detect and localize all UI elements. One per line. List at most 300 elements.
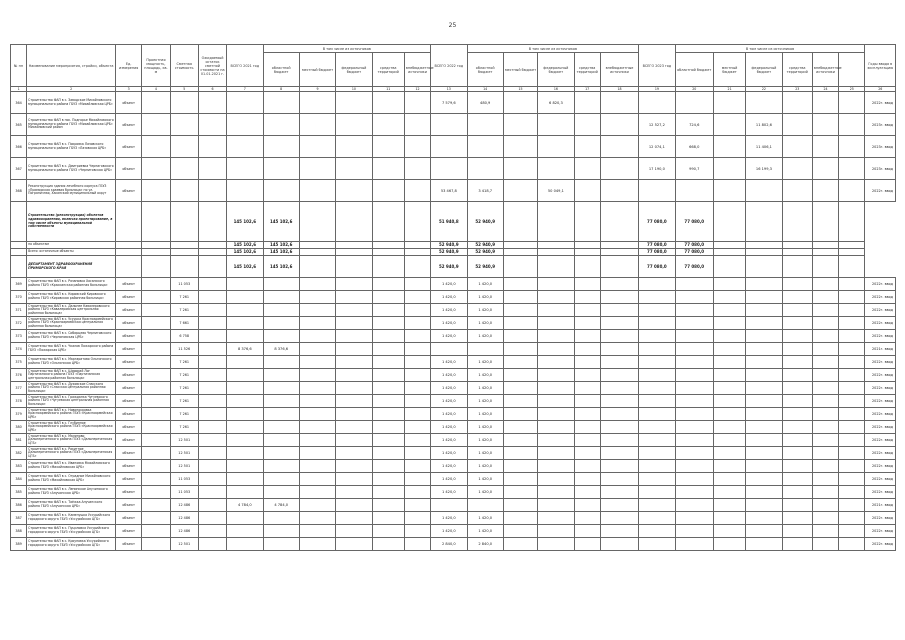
column-number: 25 <box>839 87 865 92</box>
federal-2022-cell <box>538 499 574 512</box>
regional-2022-cell <box>467 499 503 512</box>
table-row <box>11 278 896 291</box>
table-cell <box>574 304 600 317</box>
capacity-cell <box>142 460 170 473</box>
unit-cell: объект <box>116 304 142 317</box>
table-row <box>11 158 896 180</box>
table-cell <box>713 158 745 180</box>
table-cell <box>782 421 812 434</box>
total-2022-cell: 1 420,0 <box>431 330 467 343</box>
table-cell <box>336 356 372 369</box>
total-2023-cell <box>639 291 675 304</box>
table-cell <box>503 278 537 291</box>
table-cell <box>812 278 838 291</box>
table-cell <box>404 304 430 317</box>
regional-2021-cell <box>263 369 299 382</box>
table-row <box>11 512 896 525</box>
regional-2021-cell <box>263 395 299 408</box>
object-name: Строительство ФАП в с. Дальнее Кавалеровского района ГБУЗ «Кавалеровская центральная районная больница» <box>27 304 116 317</box>
commission-year-cell: 2022г. ввод <box>865 512 896 525</box>
table-cell <box>600 343 638 356</box>
unit-cell: объект <box>116 434 142 447</box>
rest-cell <box>198 158 226 180</box>
table-cell <box>336 408 372 421</box>
table-cell <box>600 538 638 551</box>
row-number: 375 <box>11 356 27 369</box>
federal-2023-cell <box>746 330 782 343</box>
regional-2022-cell: 1 420,0 <box>467 304 503 317</box>
total-2021-cell <box>227 317 263 330</box>
table-cell <box>404 242 430 249</box>
table-cell <box>336 242 372 249</box>
table-cell <box>538 202 574 242</box>
table-cell <box>812 486 838 499</box>
cost-cell: 6 758 <box>170 330 198 343</box>
federal-2023-cell <box>746 291 782 304</box>
object-name: Строительство ФАП в с. Глубинное Красноармейского района ГБУЗ «Красноармейская ЦРБ» <box>27 421 116 434</box>
table-cell <box>812 330 838 343</box>
table-cell <box>812 304 838 317</box>
rest-cell <box>198 395 226 408</box>
regional-2023-cell <box>675 278 713 291</box>
table-cell <box>404 256 430 278</box>
table-cell <box>839 256 865 278</box>
federal-2023-cell <box>746 512 782 525</box>
regional-2021-cell <box>263 317 299 330</box>
commission-year-cell: 2022г. ввод <box>865 382 896 395</box>
regional-2023-cell <box>675 447 713 460</box>
table-cell <box>299 460 335 473</box>
object-name: Строительство ФАП в с. Заводское Михайловского муниципального района ГБУЗ «Михайловская ЦРБ» <box>27 92 116 114</box>
regional-2023-cell <box>675 343 713 356</box>
table-cell <box>503 447 537 460</box>
table-cell <box>142 249 170 256</box>
column-number: 17 <box>574 87 600 92</box>
src-c-2021: федеральный бюджет <box>336 53 372 87</box>
rest-cell <box>198 92 226 114</box>
regional-2023-cell: 668,0 <box>675 136 713 158</box>
regional-2022-cell: 1 420,0 <box>467 512 503 525</box>
incl-sources-2022-header: В том числе из источников <box>467 45 639 53</box>
table-cell <box>404 202 430 242</box>
total-2022-cell: 2 840,0 <box>431 538 467 551</box>
regional-2021-cell <box>263 486 299 499</box>
table-cell <box>782 473 812 486</box>
regional-2022-cell: 1 420,0 <box>467 434 503 447</box>
table-row <box>11 136 896 158</box>
table-cell <box>782 369 812 382</box>
regional-2021-cell <box>263 382 299 395</box>
table-cell <box>198 256 226 278</box>
regional-2022-cell <box>467 158 503 180</box>
regional-2021-cell <box>263 136 299 158</box>
federal-2022-cell <box>538 421 574 434</box>
table-cell <box>839 136 865 158</box>
table-row <box>11 343 896 356</box>
cost-cell <box>170 114 198 136</box>
object-name: Строительство ФАП в с. Рязановка Хасанского района ГБУЗ «Краскинская районная больница» <box>27 278 116 291</box>
table-cell <box>600 421 638 434</box>
table-cell <box>600 460 638 473</box>
table-cell <box>782 512 812 525</box>
column-number: 8 <box>263 87 299 92</box>
table-cell <box>782 408 812 421</box>
total-2023-cell <box>639 180 675 202</box>
table-cell <box>812 460 838 473</box>
summary-total-2021: 145 102,6 <box>227 242 263 249</box>
table-cell <box>336 278 372 291</box>
column-number: 2 <box>27 87 116 92</box>
object-name: Строительство ФАП в с. Покровка Лазовского муниципального района ГБУЗ «Лазовская ЦРБ» <box>27 136 116 158</box>
cost-cell: 7 261 <box>170 304 198 317</box>
table-cell <box>336 136 372 158</box>
table-cell <box>713 499 745 512</box>
regional-2023-cell <box>675 473 713 486</box>
table-cell <box>600 158 638 180</box>
table-cell <box>839 525 865 538</box>
total-2021-cell <box>227 382 263 395</box>
total-2023-cell: 17 190,0 <box>639 158 675 180</box>
rest-cell <box>198 486 226 499</box>
total-2022-cell: 1 420,0 <box>431 317 467 330</box>
table-row <box>11 447 896 460</box>
table-cell <box>600 242 638 249</box>
table-cell <box>299 92 335 114</box>
table-cell <box>574 202 600 242</box>
capacity-cell <box>142 356 170 369</box>
total-2022-cell: 1 420,0 <box>431 356 467 369</box>
object-name: Строительство ФАП в с. Кроуновка Уссурийского городского округа ГБУЗ «Уссурийская ЦГБ» <box>27 538 116 551</box>
capacity-cell <box>142 499 170 512</box>
table-cell <box>503 136 537 158</box>
total-2022-cell <box>431 343 467 356</box>
total-2022-cell: 1 420,0 <box>431 447 467 460</box>
table-row <box>11 114 896 136</box>
table-cell <box>336 158 372 180</box>
src-b-2022: местный бюджет <box>503 53 537 87</box>
regional-2021-cell <box>263 291 299 304</box>
table-cell <box>404 473 430 486</box>
unit-cell: объект <box>116 92 142 114</box>
unit-cell: объект <box>116 180 142 202</box>
federal-2022-cell <box>538 525 574 538</box>
regional-2023-cell <box>675 92 713 114</box>
table-cell <box>336 460 372 473</box>
regional-2022-cell: 1 420,0 <box>467 447 503 460</box>
cost-cell <box>170 158 198 180</box>
regional-2021-cell <box>263 158 299 180</box>
total-2021-cell <box>227 525 263 538</box>
table-cell <box>299 486 335 499</box>
table-cell <box>11 256 27 278</box>
federal-2023-cell <box>746 473 782 486</box>
commission-year-cell: 2023г. ввод <box>865 114 896 136</box>
column-number: 1 <box>11 87 27 92</box>
total-2021-cell <box>227 356 263 369</box>
object-name: Строительство ФАП в с. Кировский Кировского района ГБУЗ «Кировская районная больница» <box>27 291 116 304</box>
table-cell <box>336 343 372 356</box>
table-cell <box>782 158 812 180</box>
table-cell <box>503 291 537 304</box>
table-cell <box>404 158 430 180</box>
src-f-2023 <box>839 53 865 87</box>
unit-cell: объект <box>116 538 142 551</box>
regional-2023-cell <box>675 330 713 343</box>
table-cell <box>600 291 638 304</box>
regional-2022-cell <box>467 114 503 136</box>
table-cell <box>574 92 600 114</box>
column-number: 3 <box>116 87 142 92</box>
unit-cell: объект <box>116 421 142 434</box>
rest-cell <box>198 382 226 395</box>
column-number: 15 <box>503 87 537 92</box>
table-cell <box>372 291 404 304</box>
table-cell <box>713 114 745 136</box>
table-cell <box>503 395 537 408</box>
row-number: 364 <box>11 92 27 114</box>
table-cell <box>299 202 335 242</box>
table-cell <box>746 202 782 242</box>
capacity-cell <box>142 92 170 114</box>
table-cell <box>299 512 335 525</box>
col-num-header: № пп <box>11 45 27 87</box>
federal-2023-cell <box>746 434 782 447</box>
total-2021-cell <box>227 180 263 202</box>
object-name: Строительство ФАП в с. Малиново Дальнереченского района ГБУЗ «Дальнереченская ЦГБ» <box>27 434 116 447</box>
table-cell <box>299 136 335 158</box>
row-number: 387 <box>11 512 27 525</box>
table-cell <box>116 256 142 278</box>
regional-2022-cell: 1 420,0 <box>467 382 503 395</box>
object-name: Строительство ФАП в с. Ивановка Михайловского района ГБУЗ «Михайловская ЦРБ» <box>27 460 116 473</box>
cost-cell: 12 486 <box>170 525 198 538</box>
table-cell <box>404 499 430 512</box>
table-cell <box>713 330 745 343</box>
summary-total-2021: 145 102,6 <box>227 249 263 256</box>
table-cell <box>503 180 537 202</box>
table-cell <box>299 317 335 330</box>
incl-sources-2021-header: В том числе из источников <box>263 45 431 53</box>
regional-2022-cell: 2 840,0 <box>467 538 503 551</box>
regional-2022-cell: 1 420,0 <box>467 395 503 408</box>
total-2023-cell <box>639 395 675 408</box>
rest-cell <box>198 525 226 538</box>
column-number: 21 <box>713 87 745 92</box>
table-cell <box>839 356 865 369</box>
commission-year-cell: 2022г. ввод <box>865 278 896 291</box>
total-2022-cell <box>431 158 467 180</box>
cost-cell: 11 053 <box>170 486 198 499</box>
table-row <box>11 317 896 330</box>
table-cell <box>372 356 404 369</box>
cost-cell: 7 261 <box>170 408 198 421</box>
regional-2021-cell: 4 784,0 <box>263 499 299 512</box>
table-cell <box>574 180 600 202</box>
table-cell <box>299 343 335 356</box>
federal-2022-cell <box>538 136 574 158</box>
table-cell <box>812 538 838 551</box>
cost-cell <box>170 92 198 114</box>
unit-cell: объект <box>116 317 142 330</box>
regional-2021-cell <box>263 421 299 434</box>
total-2023-cell: 12 527,2 <box>639 114 675 136</box>
object-name: Строительство ФАП в пос. Подгорье Михайловского муниципального района ГБУЗ «Михайловская ЦРБ» Михайловский район <box>27 114 116 136</box>
col-capacity-header: Проектная мощность, площадь, кв. м <box>142 45 170 87</box>
object-name: Строительство ФАП в с. Дмитриевка Черниговского муниципального района ГБУЗ «Черниговская ЦРБ» <box>27 158 116 180</box>
table-cell <box>782 356 812 369</box>
table-cell <box>336 202 372 242</box>
table-cell <box>782 460 812 473</box>
table-cell <box>299 382 335 395</box>
table-cell <box>404 395 430 408</box>
total-2021-cell <box>227 92 263 114</box>
total-2021-cell <box>227 408 263 421</box>
src-b-2023: местный бюджет <box>713 53 745 87</box>
table-cell <box>299 256 335 278</box>
total-2023-cell <box>639 525 675 538</box>
federal-2022-cell <box>538 460 574 473</box>
federal-2023-cell <box>746 538 782 551</box>
rest-cell <box>198 499 226 512</box>
table-cell <box>299 158 335 180</box>
table-cell <box>538 242 574 249</box>
table-cell <box>404 136 430 158</box>
federal-2022-cell <box>538 158 574 180</box>
table-body <box>11 92 896 551</box>
table-cell <box>574 369 600 382</box>
rest-cell <box>198 460 226 473</box>
total-2021-cell <box>227 278 263 291</box>
table-cell <box>600 525 638 538</box>
table-cell <box>600 92 638 114</box>
column-number: 18 <box>600 87 638 92</box>
table-cell <box>574 114 600 136</box>
table-cell <box>812 512 838 525</box>
total-2023-cell <box>639 382 675 395</box>
regional-2021-cell <box>263 434 299 447</box>
table-cell <box>299 447 335 460</box>
federal-2022-cell <box>538 434 574 447</box>
row-number: 388 <box>11 525 27 538</box>
table-cell <box>600 369 638 382</box>
row-number: 385 <box>11 486 27 499</box>
table-cell <box>116 202 142 242</box>
column-number: 22 <box>746 87 782 92</box>
table-cell <box>600 486 638 499</box>
row-number: 374 <box>11 343 27 356</box>
regional-2021-cell <box>263 447 299 460</box>
column-number: 24 <box>812 87 838 92</box>
column-number: 26 <box>865 87 896 92</box>
federal-2023-cell: 16 199,3 <box>746 158 782 180</box>
capacity-cell <box>142 369 170 382</box>
row-number: 371 <box>11 304 27 317</box>
table-cell <box>839 180 865 202</box>
regional-2021-cell <box>263 473 299 486</box>
table-cell <box>713 317 745 330</box>
summary-total-2021: 145 102,6 <box>227 202 263 242</box>
federal-2023-cell <box>746 343 782 356</box>
summary-total-2022: 51 940,8 <box>431 202 467 242</box>
summary-row <box>11 202 896 242</box>
regional-2023-cell <box>675 369 713 382</box>
federal-2022-cell <box>538 317 574 330</box>
table-row <box>11 395 896 408</box>
federal-2022-cell <box>538 356 574 369</box>
table-cell <box>839 486 865 499</box>
table-cell <box>336 473 372 486</box>
total-2023-cell <box>639 278 675 291</box>
table-cell <box>839 538 865 551</box>
table-cell <box>782 278 812 291</box>
row-number: 389 <box>11 538 27 551</box>
table-cell <box>404 114 430 136</box>
federal-2023-cell <box>746 369 782 382</box>
col-unit-header: Ед. измерения <box>116 45 142 87</box>
cost-cell: 7 261 <box>170 356 198 369</box>
table-cell <box>372 304 404 317</box>
summary-regional-2021: 145 102,6 <box>263 249 299 256</box>
total-2022-cell: 1 420,0 <box>431 278 467 291</box>
table-cell <box>839 369 865 382</box>
total-2022-cell: 7 579,6 <box>431 92 467 114</box>
federal-2023-cell: 11 406,1 <box>746 136 782 158</box>
commission-year-cell: 2022г. ввод <box>865 92 896 114</box>
unit-cell: объект <box>116 499 142 512</box>
table-cell <box>198 202 226 242</box>
table-cell <box>372 242 404 249</box>
total-2021-cell <box>227 114 263 136</box>
rest-cell <box>198 136 226 158</box>
src-a-2021: областной бюджет <box>263 53 299 87</box>
cost-cell: 7 261 <box>170 382 198 395</box>
total-2022-cell: 53 467,8 <box>431 180 467 202</box>
table-cell <box>782 525 812 538</box>
total-2022-cell: 1 420,0 <box>431 434 467 447</box>
total-2021-cell <box>227 369 263 382</box>
federal-2022-cell <box>538 304 574 317</box>
capacity-cell <box>142 158 170 180</box>
table-cell <box>404 408 430 421</box>
summary-regional-2021: 145 102,6 <box>263 202 299 242</box>
cost-cell: 11 526 <box>170 343 198 356</box>
table-cell <box>600 202 638 242</box>
table-cell <box>198 242 226 249</box>
federal-2022-cell <box>538 473 574 486</box>
table-cell <box>812 447 838 460</box>
total-2023-cell <box>639 473 675 486</box>
page-number: 25 <box>448 22 457 29</box>
cost-cell: 12 486 <box>170 499 198 512</box>
commission-year-cell: 2022г. ввод <box>865 486 896 499</box>
table-cell <box>574 317 600 330</box>
unit-cell: объект <box>116 486 142 499</box>
src-e-2022: внебюджетные источники <box>600 53 638 87</box>
rest-cell <box>198 317 226 330</box>
table-cell <box>404 486 430 499</box>
table-cell <box>713 525 745 538</box>
regional-2023-cell <box>675 538 713 551</box>
table-cell <box>503 317 537 330</box>
table-cell <box>812 395 838 408</box>
object-name: Строительство ФАП в с. Сибирцево Черниговского района ГБУЗ «Черниговская ЦРБ» <box>27 330 116 343</box>
commission-year-cell: 2022г. ввод <box>865 473 896 486</box>
table-cell <box>812 421 838 434</box>
table-cell <box>574 136 600 158</box>
column-number: 4 <box>142 87 170 92</box>
table-cell <box>372 330 404 343</box>
summary-regional-2022: 52 940,9 <box>467 256 503 278</box>
